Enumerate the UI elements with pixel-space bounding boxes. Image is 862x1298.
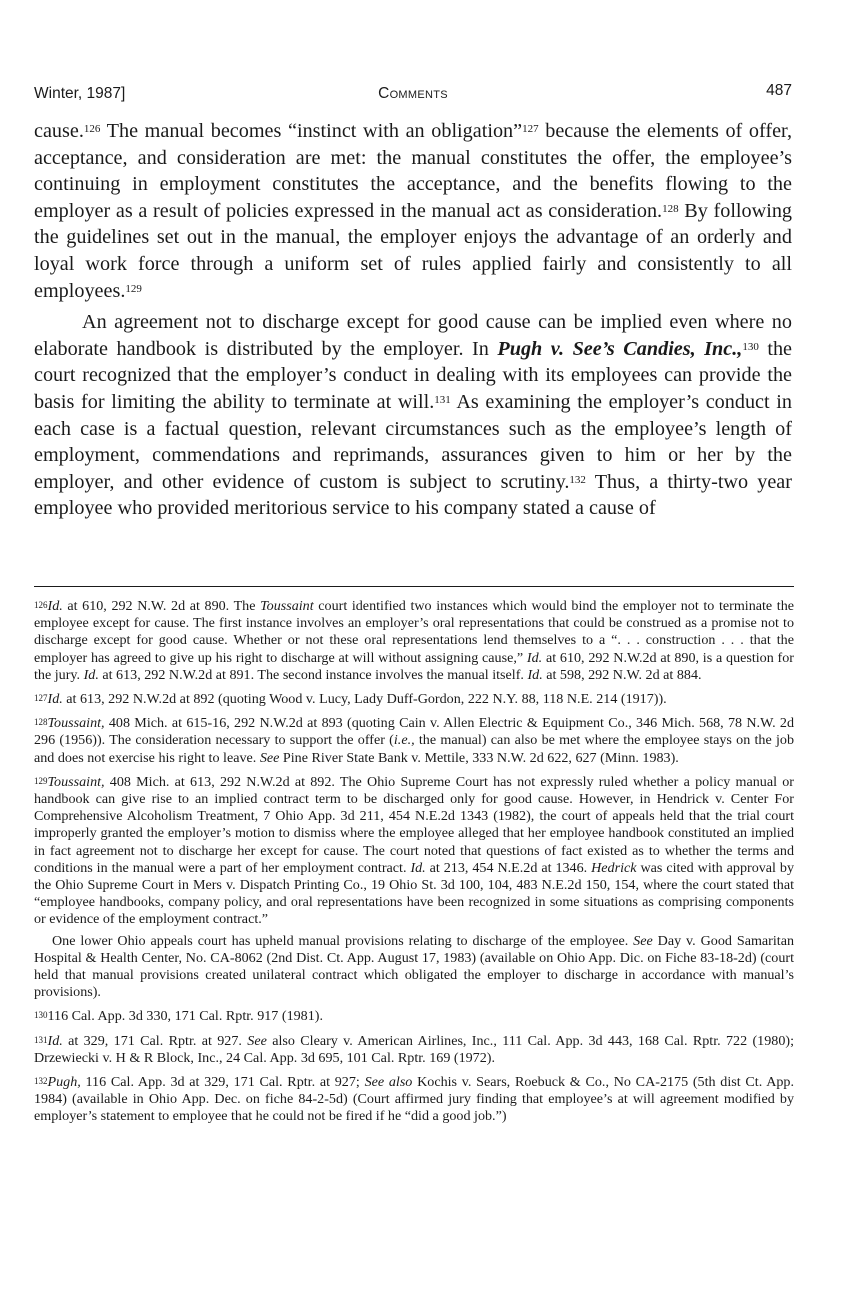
footnote-ref-126[interactable]: 126 [83, 123, 101, 135]
footnote-126: $^{126}$Id. at 610, 292 N.W. 2d at 890. The Toussaint court identified two instances which would bind the employer not to terminate the employee except for cause. The first instance involves an employer’s oral representations that could be construed as a promise not to discharge except for good cause. Whether or not these oral representations lend themselves to a “. . . construction . . . that the employer has agreed to give up his right to discharge at will without assigning cause,” Id. at 610, 292 N.W.2d at 890, is a question for the jury. Id. at 613, 292 N.W.2d at 891. The second instance involves the manual itself. Id. at 598, 292 N.W. 2d at 884. [34, 598, 795, 683]
case-name: Pugh v. See’s Candies, Inc., [497, 337, 743, 360]
footnote-132: $^{132}$Pugh, 116 Cal. App. 3d at 329, 171 Cal. Rptr. at 927; See also Kochis v. Sears, Roebuck & Co., No CA-2175 (5th dist Ct. App. 1984) (available in Ohio App. Dec. on fiche 84-2-5d) (Court affirmed jury finding that employee’s at will agreement modified by employer’s statement to employee that he could not be fired if he “did a good job.”) [34, 1074, 795, 1125]
main-text [34, 118, 792, 522]
footnote-131: $^{131}$Id. at 329, 171 Cal. Rptr. at 927. See also Cleary v. American Airlines, Inc., 111 Cal. App. 3d 443, 168 Cal. Rptr. 722 (1980); Drzewiecki v. H & R Block, Inc., 24 Cal. App. 3d 695, 101 Cal. Rptr. 169 (1972). [34, 1032, 794, 1066]
footnote-ref-127[interactable]: 127 [522, 123, 539, 135]
footnote-129: $^{129}$Toussaint, 408 Mich. at 613, 292 N.W.2d at 892. The Ohio Supreme Court has not expressly ruled whether a policy manual or handbook can give rise to an implied contract term to be discharged only for good cause. However, in Hendrick v. Center For Comprehensive Alcoholism Treatment, 7 Ohio App. 3d 211, 454 N.E.2d 1343 (1982), the court of appeals held that the trial court improperly granted the employer’s motion to dismiss where the employee alleged that her employee handbook constituted an implied in fact agreement not to discharge her except for cause. The court noted that questions of fact existed as to whether the terms and conditions in the manual were a part of her employment contract. Id. at 213, 454 N.E.2d at 1346. Hedrick was cited with approval by the Ohio Supreme Court in Mers v. Dispatch Printing Co., 19 Ohio St. 3d 100, 104, 483 N.E.2d 150, 154, where the court stated that “employee handbooks, company policy, and oral representations have been recognized in some situations as comprising components or evidence of the employment contract.” [34, 773, 795, 928]
issue-date: Winter, 1987] [34, 85, 126, 102]
footnote-130: $^{130}$116 Cal. App. 3d 330, 171 Cal. Rptr. 917 (1981). [34, 1008, 323, 1025]
footnote-ref-130[interactable]: 130 [742, 340, 759, 353]
section-title: Comments [378, 85, 448, 102]
footnote-ref-129[interactable]: 129 [125, 282, 142, 295]
footnotes [34, 598, 794, 1133]
footnote-127: $^{127}$Id. at 613, 292 N.W.2d at 892 (quoting Wood v. Lucy, Lady Duff-Gordon, 222 N.Y. 88, 118 N.E. 214 (1917)). [34, 691, 667, 708]
footnote-129-continued: One lower Ohio appeals court has upheld manual provisions relating to discharge of the employee. See Day v. Good Samaritan Hospital & Health Center, No. CA-8062 (2nd Dist. Ct. App. August 17, 1983) (available on Ohio App. Dic. on Fiche 83-18-2d) (court held that manual provisions created unilateral contract which obligated the employer to discharge in accordance with manual’s provisions). [34, 932, 794, 1001]
paragraph-2: An agreement not to discharge except for good cause can be implied even where no elaborate handbook is distributed by the employer. In Pugh v. See’s Candies, Inc.,$^{130}$ the court recognized that the employer’s conduct in dealing with its employees can provide the basis for limiting the ability to terminate at will.$^{131}$ As examining the employer’s conduct in each case is a factual question, relevant circumstances such as the employee’s length of employment, commendations and reprimands, assurances given to him or her by the employer, and other evidence of custom is subject to scrutiny.$^{132}$ Thus, a thirty-two year employee who provided meritorious service to his company stated a cause of [34, 311, 793, 520]
page-number: 487 [766, 82, 792, 99]
footnote-ref-131[interactable]: 131 [434, 393, 451, 406]
running-header [34, 78, 792, 108]
footnote-ref-132[interactable]: 132 [569, 473, 586, 486]
footnote-128: $^{128}$Toussaint, 408 Mich. at 615-16, 292 N.W.2d at 893 (quoting Cain v. Allen Electric & Equipment Co., 346 Mich. 568, 78 N.W. 2d 296 (1956)). The consideration necessary to support the offer (i.e., the manual) can also be met where the employee stays on the job and does not exercise his right to leave. See Pine River State Bank v. Mettile, 333 N.W. 2d 622, 627 (Minn. 1983). [34, 715, 794, 766]
paragraph-1: cause.$^{126}$ The manual becomes “instinct with an obligation”$^{127}$ because the elements of offer, acceptance, and consideration are met: the manual constitutes the offer, the employee’s continuing in employment constitutes the acceptance, and the benefits flowing to the employer as a result of policies expressed in the manual act as consideration.$^{128}$ By following the guidelines set out in the manual, the employer enjoys the advantage of an orderly and loyal work force through a uniform set of rules applied fairly and consistently to all employees.$^{129}$ [34, 120, 793, 302]
footnote-ref-128[interactable]: 128 [662, 202, 679, 215]
footnote-divider [34, 586, 794, 587]
